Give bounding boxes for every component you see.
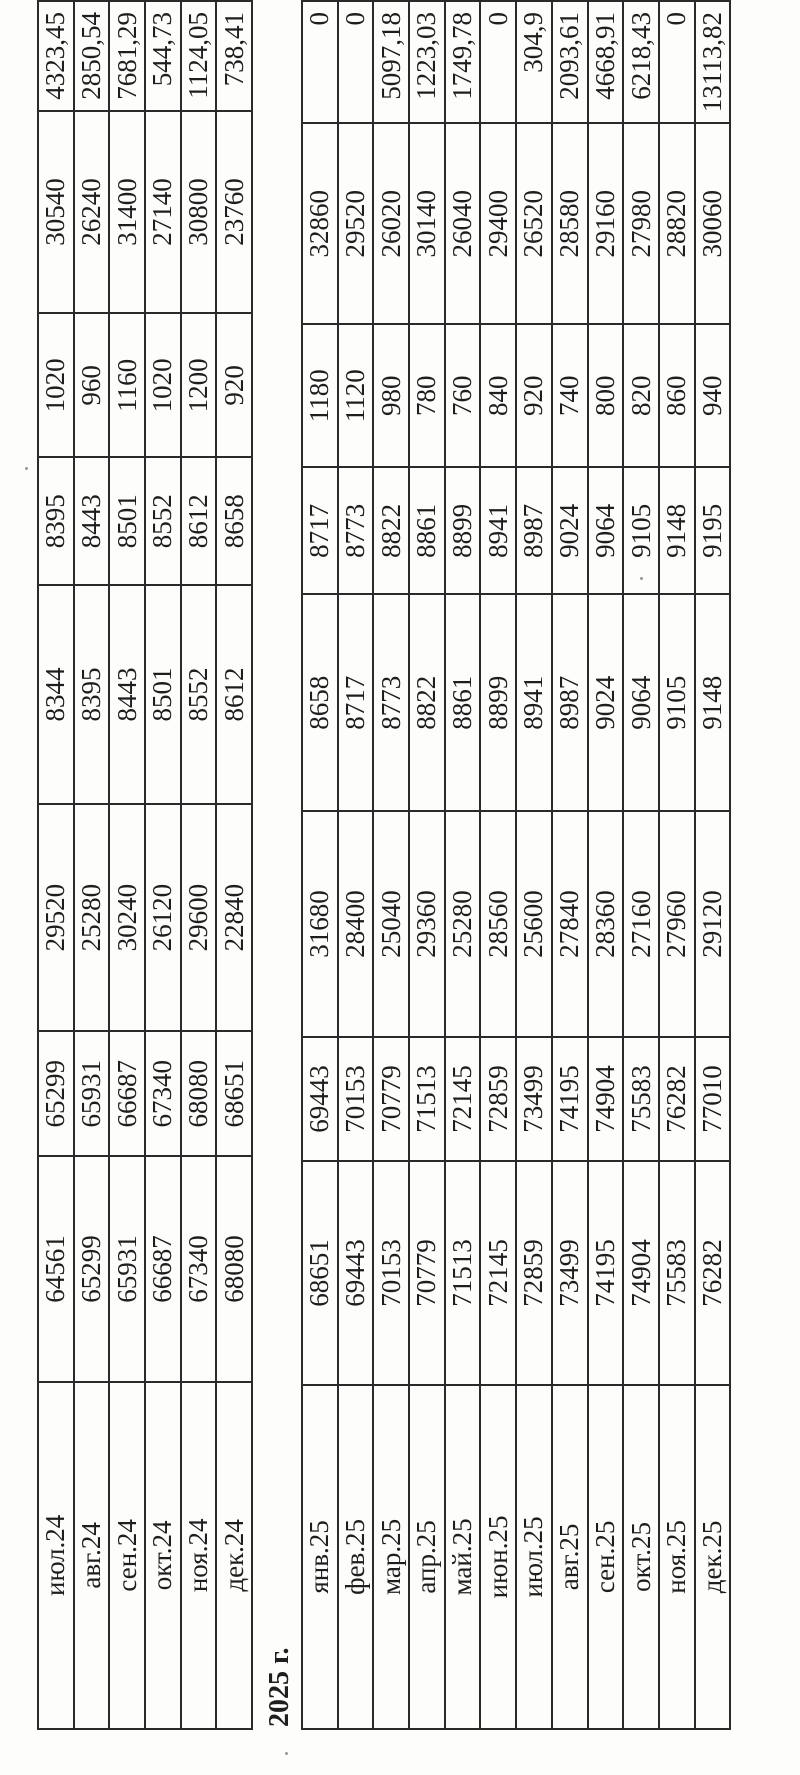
value-cell-c2: 77010 xyxy=(695,1037,731,1162)
value-cell-c8: 1749,78 xyxy=(445,1,481,123)
month-cell: май.25 xyxy=(445,1385,481,1729)
value-cell-c5: 9148 xyxy=(659,467,695,594)
value-cell-c6: 760 xyxy=(445,324,481,467)
value-cell-c6: 780 xyxy=(409,324,445,467)
value-cell-c1: 67340 xyxy=(181,1156,217,1381)
value-cell-c3: 29520 xyxy=(38,804,74,1031)
table-row xyxy=(338,1,374,1729)
value-cell-c2: 68651 xyxy=(216,1031,252,1156)
value-cell-c1: 65931 xyxy=(109,1156,145,1381)
value-cell-c3: 25280 xyxy=(445,811,481,1036)
table-row xyxy=(480,1,516,1729)
value-cell-c4: 8773 xyxy=(373,594,409,811)
value-cell-c2: 72859 xyxy=(480,1037,516,1162)
value-cell-c8: 1223,03 xyxy=(409,1,445,123)
value-cell-c6: 800 xyxy=(588,324,624,467)
month-cell: июл.24 xyxy=(38,1382,74,1729)
value-cell-c8: 0 xyxy=(338,1,374,123)
value-cell-c8: 13113,82 xyxy=(695,1,731,123)
value-cell-c5: 8773 xyxy=(338,467,374,594)
value-cell-c4: 8443 xyxy=(109,585,145,804)
table-row xyxy=(552,1,588,1729)
value-cell-c8: 0 xyxy=(659,1,695,123)
value-cell-c8: 304,9 xyxy=(516,1,552,123)
value-cell-c7: 29520 xyxy=(338,123,374,324)
value-cell-c2: 72145 xyxy=(445,1037,481,1162)
value-cell-c7: 30060 xyxy=(695,123,731,324)
value-cell-c3: 25280 xyxy=(74,804,110,1031)
value-cell-c6: 1160 xyxy=(109,313,145,457)
value-cell-c8: 0 xyxy=(302,1,338,123)
value-cell-c1: 76282 xyxy=(695,1161,731,1385)
value-cell-c1: 64561 xyxy=(38,1156,74,1381)
value-cell-c1: 70153 xyxy=(373,1161,409,1385)
value-cell-c7: 23760 xyxy=(216,111,252,314)
value-cell-c5: 8612 xyxy=(181,457,217,585)
table-row xyxy=(445,1,481,1729)
value-cell-c1: 68651 xyxy=(302,1161,338,1385)
value-cell-c2: 76282 xyxy=(659,1037,695,1162)
table-2025 xyxy=(301,0,731,1730)
value-cell-c3: 29120 xyxy=(695,811,731,1036)
value-cell-c6: 1020 xyxy=(38,313,74,457)
value-cell-c2: 74904 xyxy=(588,1037,624,1162)
value-cell-c3: 27840 xyxy=(552,811,588,1036)
value-cell-c6: 1200 xyxy=(181,313,217,457)
month-cell: дек.25 xyxy=(695,1385,731,1729)
value-cell-c5: 8395 xyxy=(38,457,74,585)
value-cell-c8: 738,41 xyxy=(216,1,252,111)
value-cell-c7: 30140 xyxy=(409,123,445,324)
value-cell-c7: 28820 xyxy=(659,123,695,324)
value-cell-c3: 27160 xyxy=(623,811,659,1036)
value-cell-c5: 8658 xyxy=(216,457,252,585)
value-cell-c1: 68080 xyxy=(216,1156,252,1381)
month-cell: дек.24 xyxy=(216,1382,252,1729)
value-cell-c6: 920 xyxy=(216,313,252,457)
value-cell-c8: 2093,61 xyxy=(552,1,588,123)
value-cell-c4: 8612 xyxy=(216,585,252,804)
value-cell-c3: 29360 xyxy=(409,811,445,1036)
month-cell: фев.25 xyxy=(338,1385,374,1729)
value-cell-c2: 66687 xyxy=(109,1031,145,1156)
value-cell-c4: 8941 xyxy=(516,594,552,811)
value-cell-c3: 22840 xyxy=(216,804,252,1031)
table-row xyxy=(373,1,409,1729)
scan-speck xyxy=(285,1752,288,1755)
value-cell-c5: 8443 xyxy=(74,457,110,585)
value-cell-c5: 8987 xyxy=(516,467,552,594)
value-cell-c2: 71513 xyxy=(409,1037,445,1162)
value-cell-c6: 1020 xyxy=(145,313,181,457)
value-cell-c2: 70779 xyxy=(373,1037,409,1162)
value-cell-c5: 8861 xyxy=(409,467,445,594)
value-cell-c2: 67340 xyxy=(145,1031,181,1156)
month-cell: сен.24 xyxy=(109,1382,145,1729)
value-cell-c6: 860 xyxy=(659,324,695,467)
value-cell-c4: 8861 xyxy=(445,594,481,811)
value-cell-c1: 71513 xyxy=(445,1161,481,1385)
value-cell-c3: 26120 xyxy=(145,804,181,1031)
value-cell-c7: 28580 xyxy=(552,123,588,324)
value-cell-c4: 8395 xyxy=(74,585,110,804)
month-cell: апр.25 xyxy=(409,1385,445,1729)
value-cell-c3: 28560 xyxy=(480,811,516,1036)
table-row xyxy=(659,1,695,1729)
table-row xyxy=(145,1,181,1729)
value-cell-c8: 5097,18 xyxy=(373,1,409,123)
value-cell-c2: 65931 xyxy=(74,1031,110,1156)
value-cell-c2: 75583 xyxy=(623,1037,659,1162)
month-cell: мар.25 xyxy=(373,1385,409,1729)
value-cell-c7: 29160 xyxy=(588,123,624,324)
value-cell-c1: 72859 xyxy=(516,1161,552,1385)
value-cell-c1: 73499 xyxy=(552,1161,588,1385)
value-cell-c5: 8552 xyxy=(145,457,181,585)
value-cell-c4: 8822 xyxy=(409,594,445,811)
value-cell-c5: 8941 xyxy=(480,467,516,594)
value-cell-c7: 31400 xyxy=(109,111,145,314)
table-row xyxy=(623,1,659,1729)
value-cell-c8: 1124,05 xyxy=(181,1,217,111)
month-cell: июн.25 xyxy=(480,1385,516,1729)
value-cell-c2: 74195 xyxy=(552,1037,588,1162)
value-cell-c3: 29600 xyxy=(181,804,217,1031)
month-cell: окт.25 xyxy=(623,1385,659,1729)
value-cell-c5: 9024 xyxy=(552,467,588,594)
value-cell-c4: 8658 xyxy=(302,594,338,811)
value-cell-c8: 4323,45 xyxy=(38,1,74,111)
table-row xyxy=(38,1,74,1729)
month-cell: сен.25 xyxy=(588,1385,624,1729)
value-cell-c3: 30240 xyxy=(109,804,145,1031)
year-heading-2025: 2025 г. xyxy=(264,1647,295,1727)
value-cell-c4: 8552 xyxy=(181,585,217,804)
table-row xyxy=(181,1,217,1729)
value-cell-c4: 8987 xyxy=(552,594,588,811)
value-cell-c2: 65299 xyxy=(38,1031,74,1156)
value-cell-c4: 9064 xyxy=(623,594,659,811)
value-cell-c4: 9148 xyxy=(695,594,731,811)
value-cell-c6: 960 xyxy=(74,313,110,457)
value-cell-c6: 1180 xyxy=(302,324,338,467)
value-cell-c1: 72145 xyxy=(480,1161,516,1385)
value-cell-c4: 8717 xyxy=(338,594,374,811)
value-cell-c5: 8899 xyxy=(445,467,481,594)
scan-speck xyxy=(25,467,28,470)
value-cell-c7: 30800 xyxy=(181,111,217,314)
value-cell-c4: 8501 xyxy=(145,585,181,804)
month-cell: ноя.24 xyxy=(181,1382,217,1729)
value-cell-c1: 75583 xyxy=(659,1161,695,1385)
month-cell: авг.24 xyxy=(74,1382,110,1729)
value-cell-c1: 69443 xyxy=(338,1161,374,1385)
month-cell: ноя.25 xyxy=(659,1385,695,1729)
value-cell-c5: 9195 xyxy=(695,467,731,594)
value-cell-c3: 31680 xyxy=(302,811,338,1036)
value-cell-c6: 1120 xyxy=(338,324,374,467)
month-cell: июл.25 xyxy=(516,1385,552,1729)
value-cell-c2: 69443 xyxy=(302,1037,338,1162)
value-cell-c8: 6218,43 xyxy=(623,1,659,123)
value-cell-c7: 29400 xyxy=(480,123,516,324)
value-cell-c6: 920 xyxy=(516,324,552,467)
value-cell-c3: 25600 xyxy=(516,811,552,1036)
value-cell-c7: 26520 xyxy=(516,123,552,324)
value-cell-c6: 940 xyxy=(695,324,731,467)
table-row xyxy=(409,1,445,1729)
value-cell-c4: 8899 xyxy=(480,594,516,811)
table-row xyxy=(588,1,624,1729)
value-cell-c5: 8717 xyxy=(302,467,338,594)
value-cell-c6: 980 xyxy=(373,324,409,467)
value-cell-c6: 840 xyxy=(480,324,516,467)
value-cell-c8: 7681,29 xyxy=(109,1,145,111)
value-cell-c3: 25040 xyxy=(373,811,409,1036)
value-cell-c4: 9105 xyxy=(659,594,695,811)
value-cell-c2: 73499 xyxy=(516,1037,552,1162)
value-cell-c2: 68080 xyxy=(181,1031,217,1156)
value-cell-c8: 4668,91 xyxy=(588,1,624,123)
value-cell-c1: 74904 xyxy=(623,1161,659,1385)
month-cell: окт.24 xyxy=(145,1382,181,1729)
value-cell-c6: 820 xyxy=(623,324,659,467)
value-cell-c4: 8344 xyxy=(38,585,74,804)
value-cell-c1: 70779 xyxy=(409,1161,445,1385)
value-cell-c7: 27980 xyxy=(623,123,659,324)
value-cell-c3: 28360 xyxy=(588,811,624,1036)
table-row xyxy=(516,1,552,1729)
scan-speck xyxy=(640,577,643,580)
value-cell-c2: 70153 xyxy=(338,1037,374,1162)
table-row xyxy=(695,1,731,1729)
value-cell-c7: 32860 xyxy=(302,123,338,324)
value-cell-c6: 740 xyxy=(552,324,588,467)
value-cell-c5: 9064 xyxy=(588,467,624,594)
table-row xyxy=(216,1,252,1729)
value-cell-c7: 26020 xyxy=(373,123,409,324)
value-cell-c3: 27960 xyxy=(659,811,695,1036)
value-cell-c8: 544,73 xyxy=(145,1,181,111)
value-cell-c7: 26040 xyxy=(445,123,481,324)
value-cell-c1: 74195 xyxy=(588,1161,624,1385)
value-cell-c7: 26240 xyxy=(74,111,110,314)
value-cell-c1: 65299 xyxy=(74,1156,110,1381)
value-cell-c5: 8501 xyxy=(109,457,145,585)
value-cell-c8: 2850,54 xyxy=(74,1,110,111)
value-cell-c4: 9024 xyxy=(588,594,624,811)
value-cell-c5: 8822 xyxy=(373,467,409,594)
value-cell-c7: 30540 xyxy=(38,111,74,314)
month-cell: янв.25 xyxy=(302,1385,338,1729)
value-cell-c1: 66687 xyxy=(145,1156,181,1381)
value-cell-c3: 28400 xyxy=(338,811,374,1036)
value-cell-c7: 27140 xyxy=(145,111,181,314)
table-row xyxy=(74,1,110,1729)
month-cell: авг.25 xyxy=(552,1385,588,1729)
value-cell-c5: 9105 xyxy=(623,467,659,594)
table-row xyxy=(109,1,145,1729)
table-2024 xyxy=(37,0,253,1730)
value-cell-c8: 0 xyxy=(480,1,516,123)
table-row xyxy=(302,1,338,1729)
